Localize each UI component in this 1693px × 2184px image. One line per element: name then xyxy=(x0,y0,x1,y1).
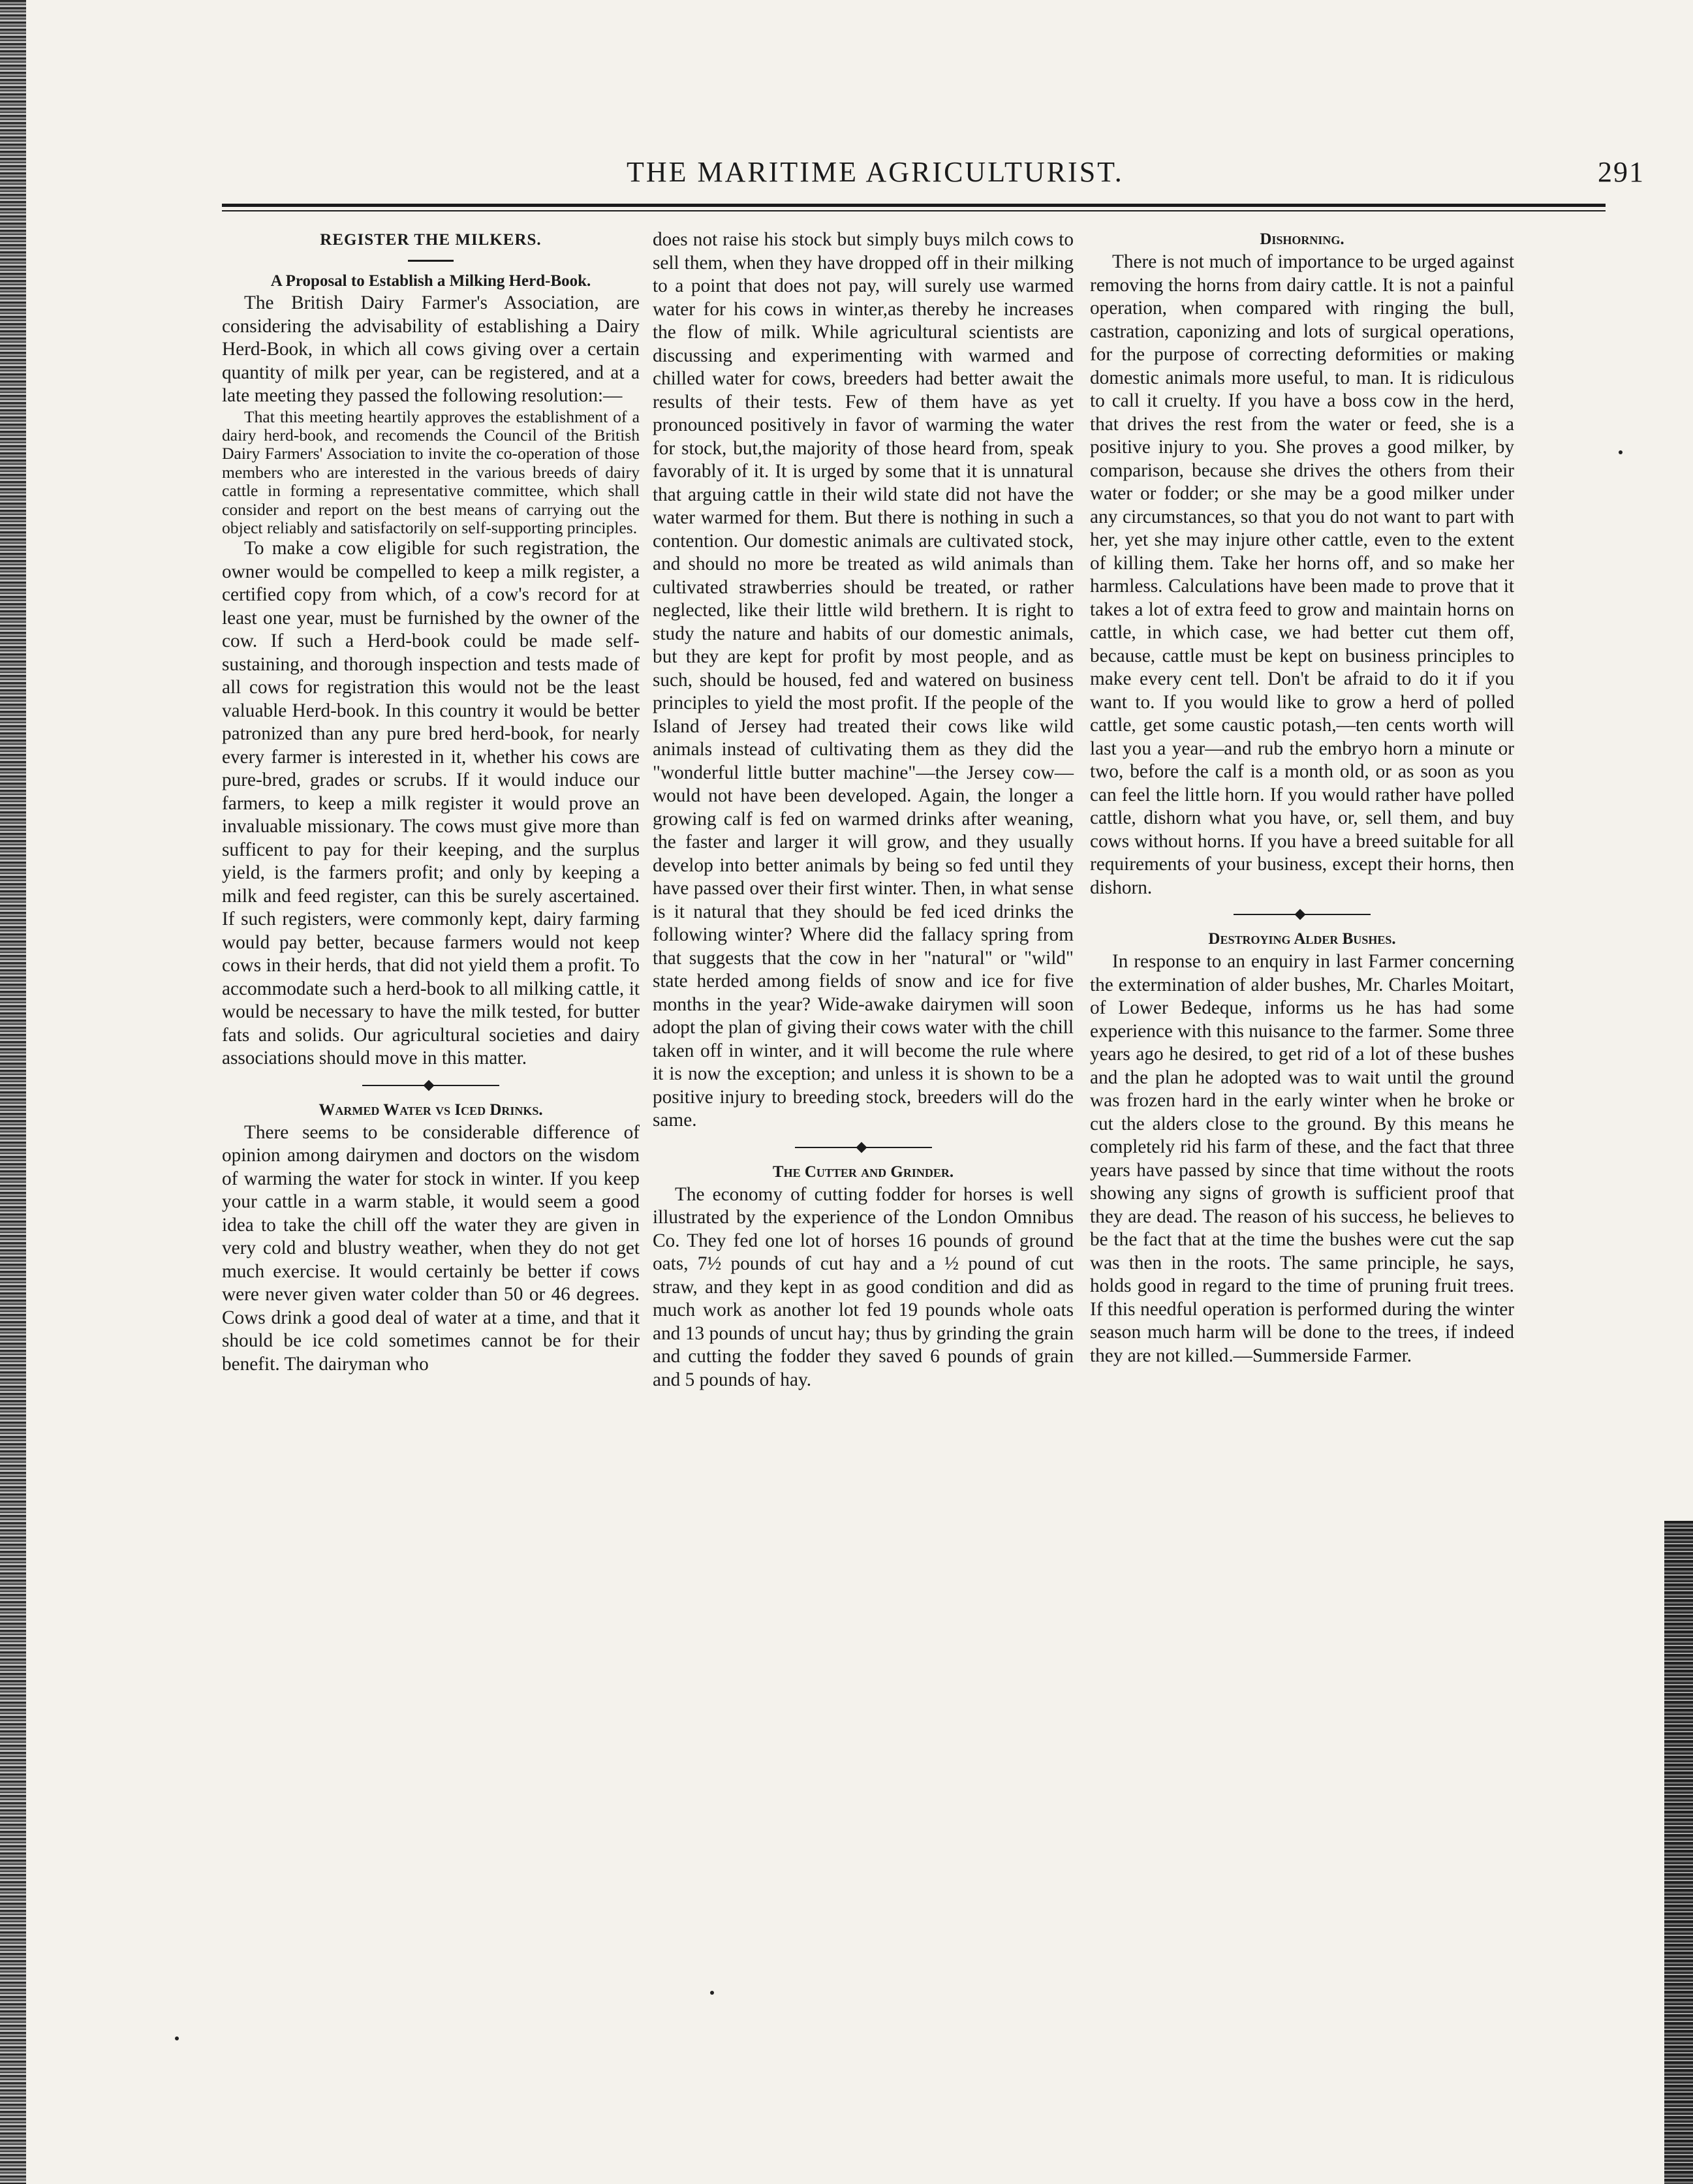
short-rule xyxy=(408,260,454,262)
header-rule-thin xyxy=(222,210,1606,211)
paragraph-dishorning-1: There is not much of importance to be urged against removing the horns from dairy cattle. It is not a painful operation, when compared with ringing the bull, castration, caponizing and lots of surgical operations, for the purpose of correcting deformities or making domestic animals more useful, to man. It is ridiculous to call it cruelty. If you have a boss cow in the herd, that drives the rest from the water or feed, she is a positive injury to you. She proves a good milker, by comparison, because she drives the others from their water or fodder; or she may be a good milker under any circumstances, so that you do not want to part with her, yet she may injure other cattle, even to the extent of killing them. Take her horns off, and so make her harmless. Calculations have been made to prove that it takes a lot of extra feed to grow and maintain horns on cattle, in which case, we had better cut them off, because, cattle must be kept on business principles to make every cent tell. Don't be afraid to do it if you want to. If you would like to grow a herd of polled cattle, get some caustic potash,—ten cents worth will last you a year—and rub the embryo horn a minute or two, before the calf is a month old, or as soon as you can feel the little horn. If you would rather have polled cattle, dishorn what you have, or, sell them, and buy cows without horns. If you have a breed suitable for all requirements of your business, except their horns, then dishorn. xyxy=(1090,251,1514,898)
article-heading-milkers: REGISTER THE MILKERS. xyxy=(320,231,542,249)
section-divider xyxy=(1234,910,1371,919)
paragraph-warmed-water-1: There seems to be considerable difference of opinion among dairymen and doctors on the wisdom of warming the water for stock in winter. If you keep your cattle in a warm stable, it would seem a good idea to take the chill off the water they are given in very cold and blustry weather, when they do not get much exercise. It would certainly be better if cows were never given water colder than 50 or 46 degrees. Cows drink a good deal of water at a time, and that it should be ice cold sometimes cannot be for their benefit. The dairyman who xyxy=(222,1121,640,1375)
section-divider xyxy=(795,1143,932,1152)
paragraph-cutter-1: The economy of cutting fodder for horses is well illustrated by the experience of the London Omnibus Co. They fed one lot of horses 16 pounds of ground oats, 7½ pounds of cut hay and a ½ pound of cut straw, and they kept in as good condition and did as much work as another lot fed 19 pounds whole oats and 13 pounds of uncut hay; thus by grinding the grain and cutting the fodder they saved 6 pounds of grain and 5 pounds of hay. xyxy=(653,1183,1074,1390)
running-title: THE MARITIME AGRICULTURIST. xyxy=(627,156,1124,188)
paragraph-alder-1: In response to an enquiry in last Farmer concerning the extermination of alder bushes, Mr. Charles Moitart, of Lower Bedeque, informs us he has had some experience with this nuisance to the farmer. Some three years ago he desired, to get rid of a lot of these bushes and the plan he adopted was to wait until the ground was frozen hard in the early winter when he broke or cut the alders close to the ground. By this means he completely rid his farm of these, and the fact that three years have passed by since that time without the roots showing any signs of growth is sufficient proof that they are dead. The reason of his success, he believes to be the fact that at the time the bushes were cut the sap was then in the roots. The same principle, he says, holds good in regard to the time of pruning fruit trees. If this needful operation is performed during the winter season much harm will be done to the trees, if indeed they are not killed.—Summerside Farmer. xyxy=(1090,951,1514,1366)
column-3 xyxy=(1090,228,1514,1367)
page-number: 291 xyxy=(1598,156,1645,188)
column-1 xyxy=(222,228,640,1376)
scan-speck xyxy=(1619,450,1623,454)
page-binding-edge xyxy=(0,0,26,2184)
page-binding-edge-right xyxy=(1664,1521,1693,2184)
paragraph-milkers-1: The British Dairy Farmer's Association, are considering the advisability of establishing a Dairy Herd-Book, in which all cows giving over a certain quantity of milk per year, can be registered, and at a late meeting they passed the following resolution:— xyxy=(222,292,640,406)
header-rule xyxy=(222,204,1606,207)
article-heading-alder: Destroying Alder Bushes. xyxy=(1208,930,1396,948)
scan-speck xyxy=(175,2036,179,2040)
page-header xyxy=(222,155,1645,201)
paragraph-warmed-water-cont: does not raise his stock but simply buys milch cows to sell them, when they have dropped off in their milking to a point that does not pay, will surely use warmed water for his cows in winter,as thereby he increases the flow of milk. While agricultural scientists are discussing and experimenting with warmed and chilled water for cows, breeders had better await the results of their tests. Few of them have as yet pronounced positively in favor of warming the water for stock, but,the majority of those heard from, speak favorably of it. It is urged by some that it is unnatural that arguing cattle in their wild state did not have the water warmed for them. But there is nothing in such a contention. Our domestic animals are cultivated stock, and should no more be treated as wild animals than cultivated strawberries should be treated, or rather neglected, like their little wild brethern. It is right to study the nature and habits of our domestic animals, but they are kept for profit by most people, and as such, should be housed, fed and watered on business principles to yield the most profit. If the people of the Island of Jersey had treated their cows like wild animals instead of cultivating them as they did the "wonderful little butter machine"—the Jersey cow—would not have been developed. Again, the longer a growing calf is fed on warmed drinks after weaning, the faster and larger it will grow, and they usually develop into better animals by being so fed until they have passed over their first winter. Then, in what sense is it natural that they should be fed iced drinks the following winter? Where did the fallacy spring from that suggests that the cow in her "natural" or "wild" state herded among fields of snow and ice for five months in the year? Wide-awake dairymen will soon adopt the plan of giving their cows water with the chill taken off in winter, and it will become the rule where it is now the exception; and unless it is shown to be a positive injury to breeding stock, breeders will do the same. xyxy=(653,229,1074,1131)
article-heading-warmed-water: Warmed Water vs Iced Drinks. xyxy=(318,1100,543,1119)
column-2 xyxy=(653,228,1074,1392)
article-heading-cutter: The Cutter and Grinder. xyxy=(772,1162,954,1181)
paragraph-milkers-3: To make a cow eligible for such registration, the owner would be compelled to keep a milk register, a certified copy from which, of a cow's record for at least one year, must be furnished by the owner of the cow. If such a Herd-book could be made self-sustaining, and thorough inspection and tests made of all cows for registration this would not be the least valuable Herd-book. In this country it would be better patronized than any pure bred herd-book, for nearly every farmer is interested in it, whether his cows are pure-bred, grades or scrubs. If it would induce our farmers, to keep a milk register it would prove an invaluable missionary. The cows must give more than sufficent to pay for their keeping, and the surplus yield, is the farmers profit; and only by keeping a milk and feed register, can this be surely ascertained. If such registers, were commonly kept, dairy farming would pay better, because farmers would not keep cows in their herds, that did not yield them a profit. To accommodate such a herd-book to all milking cattle, it would be necessary to have the milk tested, for butter fats and solids. Our agricultural societies and dairy associations should move in this matter. xyxy=(222,538,640,1069)
scan-speck xyxy=(710,1991,714,1995)
article-heading-dishorning: Dishorning. xyxy=(1260,230,1344,248)
article-subheading-milkers: A Proposal to Establish a Milking Herd-Book. xyxy=(270,272,591,290)
paragraph-resolution: That this meeting heartily approves the establishment of a dairy herd-book, and recomends the Council of the British Dairy Farmers' Association to invite the co-operation of those members who are interested in the various breeds of dairy cattle in forming a representative committee, which shall consider and report on the best means of carrying out the object reliably and satisfactorily on self-supporting principles. xyxy=(222,407,640,537)
section-divider xyxy=(362,1081,499,1090)
